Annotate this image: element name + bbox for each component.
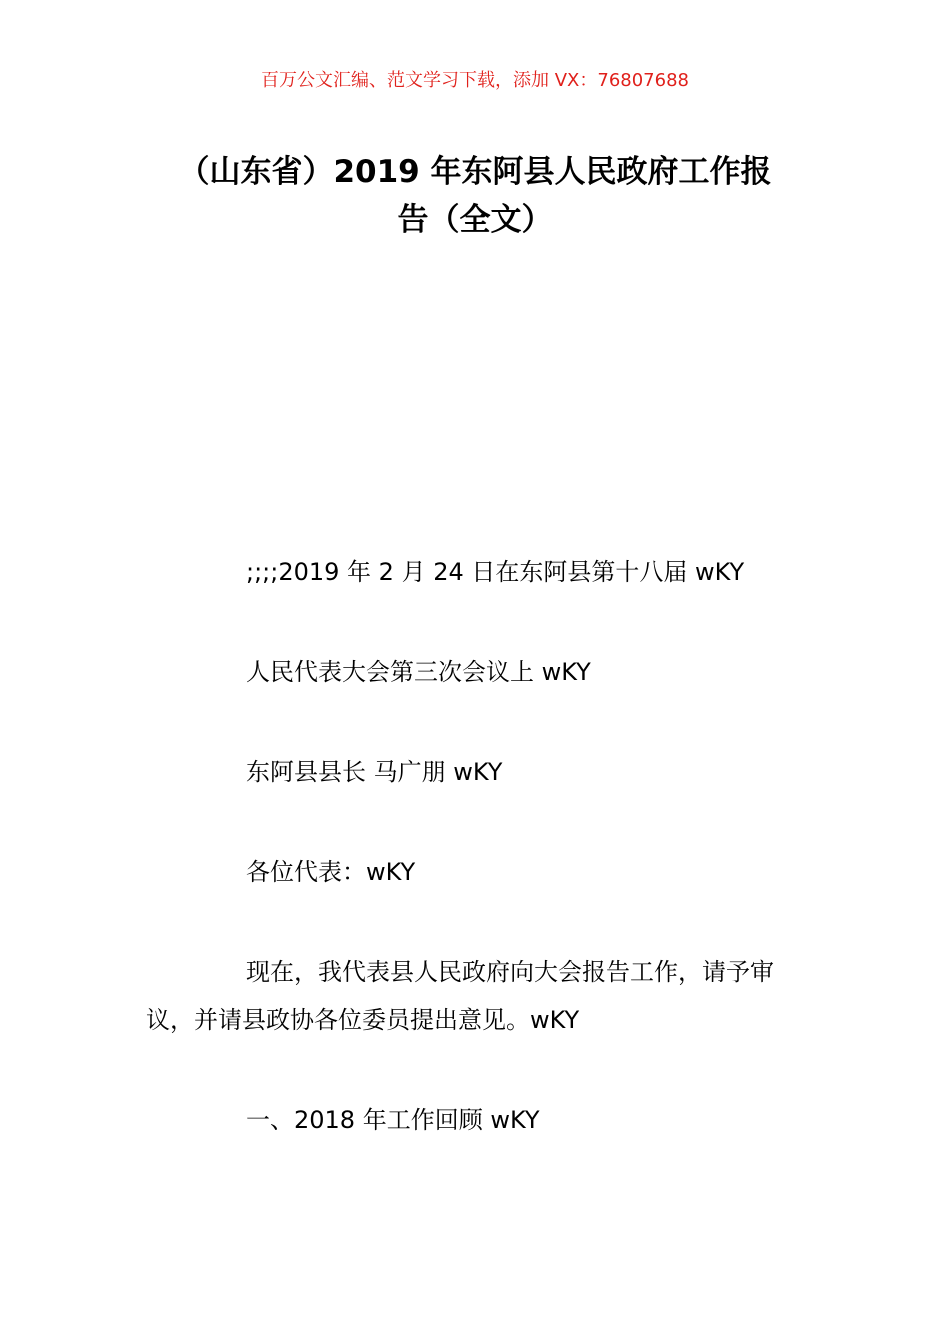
meeting-date-line: ;;;;2019 年 2 月 24 日在东阿县第十八届 wKY [246, 558, 745, 586]
salutation-line: 各位代表：wKY [246, 858, 416, 886]
document-title [130, 148, 820, 244]
speaker-line: 东阿县县长 马广朋 wKY [246, 758, 503, 786]
section-heading: 一、2018 年工作回顾 wKY [246, 1106, 540, 1134]
title-line-1: （山东省）2019 年东阿县人民政府工作报 [178, 154, 772, 190]
title-line-2: 告（全文） [397, 202, 553, 238]
opening-paragraph: 现在，我代表县人民政府向大会报告工作，请予审议，并请县政协各位委员提出意见。wKY [146, 958, 774, 1034]
meeting-name-line: 人民代表大会第三次会议上 wKY [246, 658, 591, 686]
header-banner: 百万公文汇编、范文学习下载，添加 VX：76807688 [261, 70, 689, 91]
